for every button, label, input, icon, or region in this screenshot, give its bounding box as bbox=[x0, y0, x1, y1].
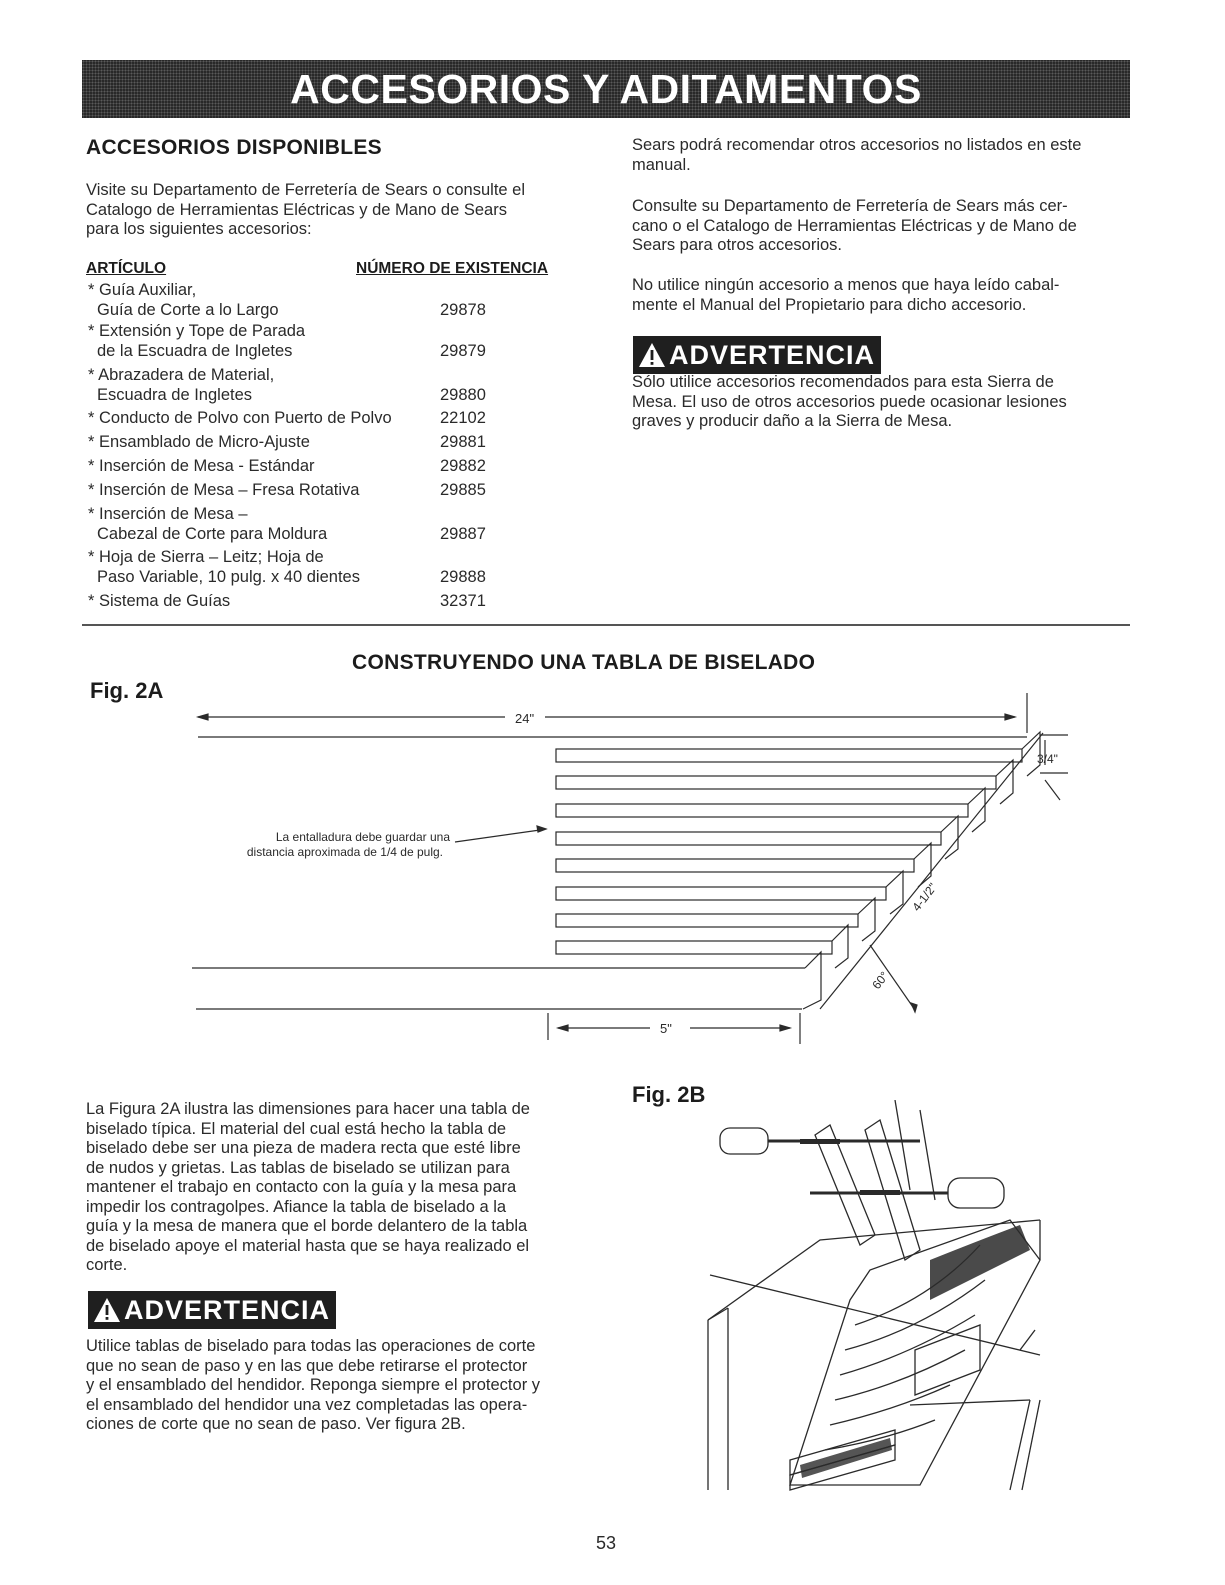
column-header-stock-number: NÚMERO DE EXISTENCIA bbox=[356, 260, 549, 277]
featherboard-heading: CONSTRUYENDO UNA TABLA DE BISELADO bbox=[352, 651, 816, 674]
note-line: La entalladura debe guardar una bbox=[275, 830, 450, 844]
stock-number: 29878 bbox=[440, 300, 486, 319]
recommend-paragraph: Sears podrá recomendar otros accesorios no listados en este manual. bbox=[632, 136, 1082, 174]
dimension-3-4-label: 3/4" bbox=[1037, 752, 1058, 766]
accessory-item: * Hoja de Sierra – Leitz; Hoja de Paso Variable, 10 pulg. x 40 dientes 29888 bbox=[88, 548, 486, 586]
stock-number: 29885 bbox=[440, 481, 486, 499]
accessory-item: * Inserción de Mesa – Fresa Rotativa 29885 bbox=[88, 481, 486, 499]
accessory-item: * Inserción de Mesa - Estándar 29882 bbox=[88, 457, 486, 475]
warning-label: ADVERTENCIA bbox=[633, 336, 881, 374]
intro-line: para los siguientes accesorios: bbox=[86, 220, 312, 238]
column-header-article: ARTÍCULO bbox=[86, 260, 167, 277]
dimension-60-degree-label: 60° bbox=[869, 968, 892, 992]
accessory-item: * Sistema de Guías 32371 bbox=[88, 592, 486, 610]
stock-number: 29887 bbox=[440, 524, 486, 543]
accessory-item: * Inserción de Mesa – Cabezal de Corte para Moldura 29887 bbox=[88, 505, 486, 543]
page-number: 53 bbox=[596, 1533, 617, 1553]
warning-triangle-icon bbox=[92, 1296, 122, 1324]
accessory-item: * Guía Auxiliar, Guía de Corte a lo Largo 29878 bbox=[88, 281, 486, 319]
intro-line: Catalogo de Herramientas Eléctricas y de Mano de Sears bbox=[86, 200, 507, 219]
accessory-item: * Abrazadera de Material, Escuadra de Ingletes 29880 bbox=[88, 366, 486, 404]
stock-number: 32371 bbox=[440, 592, 486, 610]
figure-2b-label: Fig. 2B bbox=[632, 1082, 706, 1107]
warning-label: ADVERTENCIA bbox=[88, 1291, 336, 1329]
figure-2b-illustration bbox=[680, 1100, 1060, 1500]
figure-2a-label: Fig. 2A bbox=[90, 678, 164, 703]
warning-text: Utilice tablas de biselado para todas las operaciones de corte que no sean de paso y en las que debe retirarse el protector y el ensamblado del hendidor. Reponga siempre el protector y el ensamblado del hendidor una vez completadas las opera- ciones de corte que no sean de paso. Ver figura 2B. bbox=[86, 1337, 541, 1433]
stock-number: 29879 bbox=[440, 341, 486, 360]
featherboard-paragraph: La Figura 2A ilustra las dimensiones para hacer una tabla de biselado típica. El material del cual está hecho la tabla de biselado debe ser una pieza de madera recta que esté libre de nudos y grietas. Las tablas de biselado se utilizan para mantener el trabajo en contacto con la guía y la mesa para impedir los contragolpes. Afiance la tabla de biselado a la guía y la mesa de manera que el borde delantero de la tabla de biselado apoye el material hasta que se haya realizado el corte. bbox=[86, 1100, 530, 1274]
consult-paragraph: Consulte su Departamento de Ferretería de Sears más cer- cano o el Catalogo de Herramientas Eléctricas y de Mano de Sears para otros accesorios. bbox=[632, 197, 1077, 254]
dimension-4-1-2-label: 4-1/2" bbox=[909, 880, 940, 914]
dimension-24-label: 24" bbox=[515, 711, 535, 726]
accessories-heading: ACCESORIOS DISPONIBLES bbox=[86, 136, 382, 159]
stock-number: 22102 bbox=[440, 409, 486, 427]
accessory-item: * Extensión y Tope de Parada de la Escuadra de Ingletes 29879 bbox=[88, 322, 486, 360]
stock-number: 29882 bbox=[440, 457, 486, 475]
accessory-item: * Conducto de Polvo con Puerto de Polvo 22102 bbox=[88, 409, 486, 427]
stock-number: 29880 bbox=[440, 385, 486, 404]
read-manual-paragraph: No utilice ningún accesorio a menos que haya leído cabal- mente el Manual del Propietario para dicho accesorio. bbox=[632, 276, 1060, 314]
dimension-5-label: 5" bbox=[660, 1021, 672, 1036]
section-banner: ACCESORIOS Y ADITAMENTOS bbox=[82, 60, 1130, 118]
stock-number: 29888 bbox=[440, 567, 486, 586]
intro-line: Visite su Departamento de Ferretería de Sears o consulte el bbox=[86, 181, 526, 199]
note-line: distancia aproximada de 1/4 de pulg. bbox=[246, 845, 443, 859]
accessory-item: * Ensamblado de Micro-Ajuste 29881 bbox=[88, 433, 486, 451]
stock-number: 29881 bbox=[440, 433, 486, 451]
warning-text: Sólo utilice accesorios recomendados para esta Sierra de Mesa. El uso de otros accesorios puede ocasionar lesiones graves y producir daño a la Sierra de Mesa. bbox=[632, 373, 1067, 430]
